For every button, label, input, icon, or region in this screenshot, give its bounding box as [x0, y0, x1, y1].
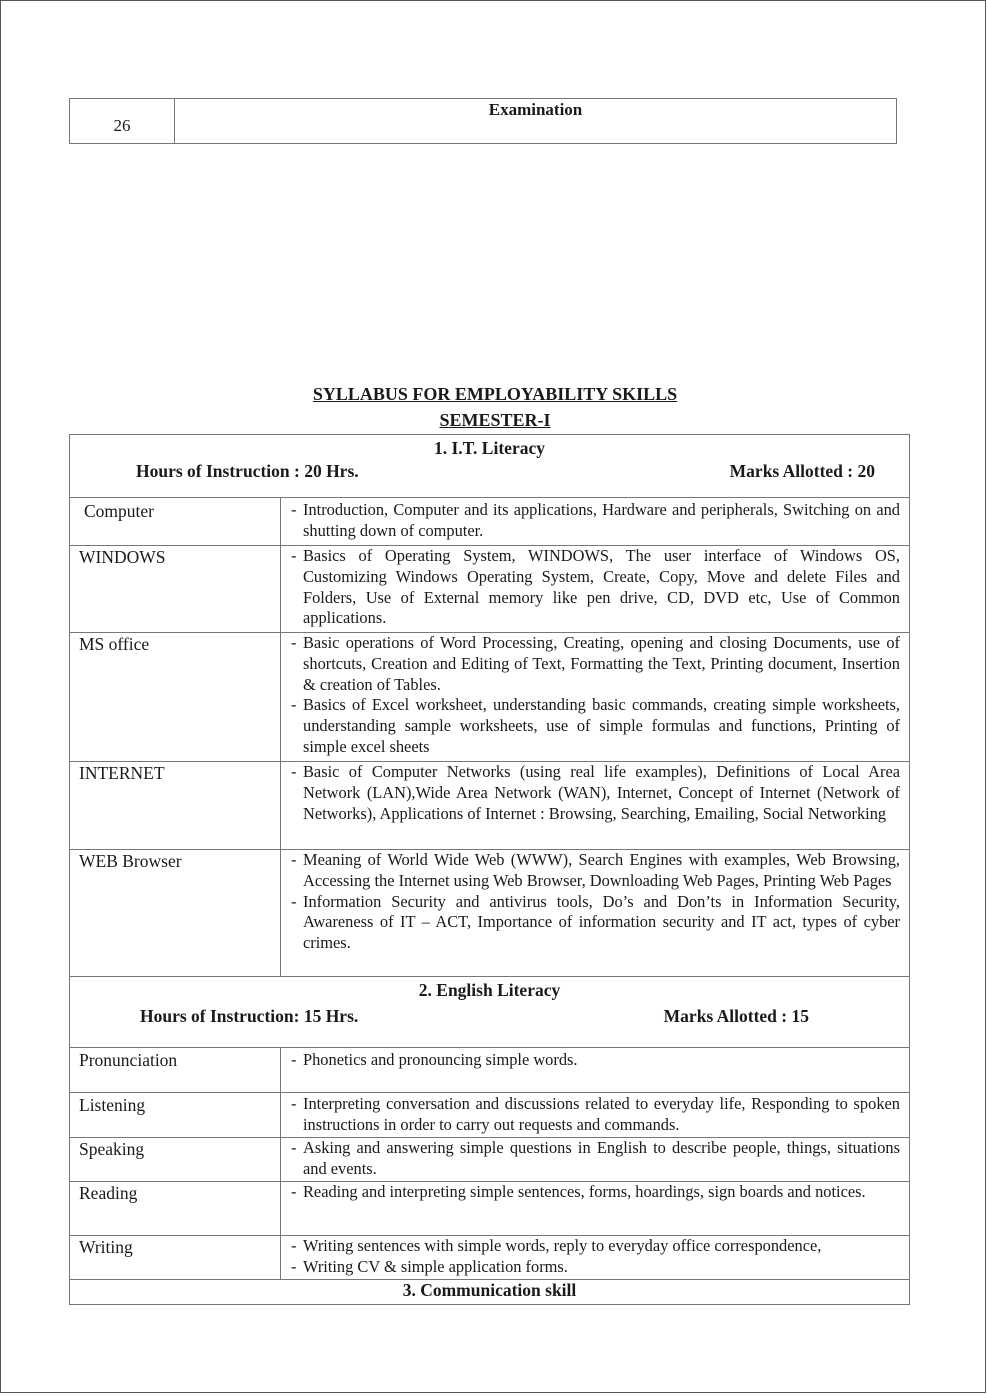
list-item: Writing sentences with simple words, reply to everyday office correspondence, [303, 1236, 822, 1255]
table-row: INTERNET - Basic of Computer Networks (using real life examples), Definitions of Local Area Network (LAN),Wide Area Network (WAN), Internet, Concept of Internet (Network of Networks), Applications of Internet : Browsing, Searching, Emailing, Social Networking [70, 762, 910, 850]
table-row: Pronunciation - Phonetics and pronouncing simple words. [70, 1048, 910, 1093]
table-row: Reading - Reading and interpreting simple sentences, forms, hoardings, sign boards and notices. [70, 1182, 910, 1236]
topic-windows: WINDOWS [70, 546, 281, 633]
semester-title: SEMESTER-I [439, 410, 551, 430]
list-item: Meaning of World Wide Web (WWW), Search Engines with examples, Web Browsing, Accessing the Internet using Web Browser, Downloading Web Pages, Printing Web Pages [303, 850, 900, 890]
topic-computer: Computer [70, 498, 281, 546]
table-row: MS office - Basic operations of Word Processing, Creating, opening and closing Documents, use of shortcuts, Creation and Editing of Text, Formatting the Text, Printing document, Insertion & creation of Tables. - Basics of Excel worksheet, understanding basic commands, creating simple worksheets, understanding sample worksheets, use of simple formulas and functions, Printing of simple excel sheets [70, 633, 910, 762]
topic-ms-office: MS office [70, 633, 281, 762]
topic-internet: INTERNET [70, 762, 281, 850]
marks-allotted: Marks Allotted : 15 [663, 1005, 809, 1026]
list-item: Introduction, Computer and its applications, Hardware and peripherals, Switching on and shutting down of computer. [303, 500, 900, 540]
topic-writing: Writing [70, 1236, 281, 1280]
section-title: 2. English Literacy [418, 980, 561, 1000]
section-title: 1. I.T. Literacy [434, 438, 545, 458]
list-item: Asking and answering simple questions in English to describe people, things, situations and events. [303, 1138, 900, 1178]
section-header-english-literacy [70, 977, 910, 1048]
list-item: Basic operations of Word Processing, Creating, opening and closing Documents, use of shortcuts, Creation and Editing of Text, Formatting the Text, Printing document, Insertion & creation of Tables. [303, 633, 900, 694]
list-item: Basics of Excel worksheet, understanding basic commands, creating simple worksheets, understanding sample worksheets, use of simple formulas and functions, Printing of simple excel sheets [303, 695, 900, 756]
topic-pronunciation: Pronunciation [70, 1048, 281, 1093]
marks-allotted: Marks Allotted : 20 [729, 460, 875, 481]
topic-web-browser: WEB Browser [70, 850, 281, 977]
table-row: Computer - Introduction, Computer and its applications, Hardware and peripherals, Switching on and shutting down of computer. [70, 498, 910, 546]
table-row: Listening - Interpreting conversation and discussions related to everyday life, Responding to spoken instructions in order to carry out requests and commands. [70, 1093, 910, 1138]
list-item: Interpreting conversation and discussions related to everyday life, Responding to spoken instructions in order to carry out requests and commands. [303, 1094, 900, 1134]
examination-label: Examination [175, 99, 897, 144]
topic-reading: Reading [70, 1182, 281, 1236]
table-row: Speaking - Asking and answering simple questions in English to describe people, things, situations and events. [70, 1138, 910, 1182]
list-item: Phonetics and pronouncing simple words. [303, 1050, 578, 1069]
hours-of-instruction: Hours of Instruction : 20 Hrs. [136, 460, 359, 481]
list-item: Reading and interpreting simple sentences, forms, hoardings, sign boards and notices. [303, 1182, 866, 1201]
list-item: Basics of Operating System, WINDOWS, The user interface of Windows OS, Customizing Windows Operating System, Create, Copy, Move and delete Files and Folders, Use of External memory like pen drive, CD, DVD etc, Use of Common applications. [303, 546, 900, 628]
list-item: Information Security and antivirus tools, Do’s and Don’ts in Information Security, Awareness of IT – ACT, Importance of information security and IT act, types of cyber crimes. [303, 891, 900, 953]
topic-speaking: Speaking [70, 1138, 281, 1182]
section-header-it-literacy [70, 435, 910, 498]
list-item: Writing CV & simple application forms. [303, 1256, 568, 1276]
syllabus-title: SYLLABUS FOR EMPLOYABILITY SKILLS [312, 384, 678, 404]
list-item: Basic of Computer Networks (using real life examples), Definitions of Local Area Network (LAN),Wide Area Network (WAN), Internet, Concept of Internet (Network of Networks), Applications of Internet : Browsing, Searching, Emailing, Social Networking [303, 762, 900, 823]
examination-table [69, 98, 897, 144]
table-row: WINDOWS - Basics of Operating System, WINDOWS, The user interface of Windows OS, Customizing Windows Operating System, Create, Copy, Move and delete Files and Folders, Use of External memory like pen drive, CD, DVD etc, Use of Common applications. [70, 546, 910, 633]
topic-listening: Listening [70, 1093, 281, 1138]
section-header-communication-skill [70, 1280, 910, 1305]
table-row: Writing - Writing sentences with simple words, reply to everyday office correspondence, - Writing CV & simple application forms. [70, 1236, 910, 1280]
syllabus-table [69, 434, 910, 1305]
hours-of-instruction: Hours of Instruction: 15 Hrs. [140, 1005, 359, 1026]
row-number: 26 [70, 99, 175, 144]
table-row: WEB Browser - Meaning of World Wide Web (WWW), Search Engines with examples, Web Browsing, Accessing the Internet using Web Browser, Downloading Web Pages, Printing Web Pages - Information Security and antivirus tools, Do’s and Don’ts in Information Security, Awareness of IT – ACT, Importance of information security and IT act, types of cyber crimes. [70, 850, 910, 977]
section-title: 3. Communication skill [402, 1280, 577, 1300]
